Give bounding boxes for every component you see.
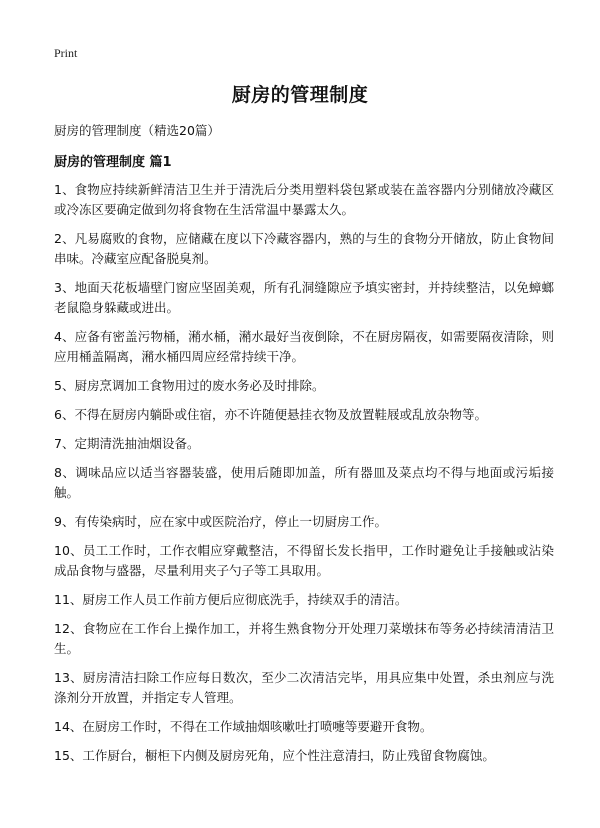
document-title: 厨房的管理制度 [231,84,369,106]
rule-item: 2、凡易腐败的食物，应储藏在度以下冷藏容器内，熟的与生的食物分开储放，防止食物间串味。冷藏室应配备脱臭剂。 [54,231,554,266]
rules-list [54,180,554,775]
rule-item: 6、不得在厨房内躺卧或住宿，亦不许随便悬挂衣物及放置鞋屐或乱放杂物等。 [54,407,487,422]
rule-item: 11、厨房工作人员工作前方便后应彻底洗手，持续双手的清洁。 [54,592,408,607]
rule-item: 10、员工工作时，工作衣帽应穿戴整洁，不得留长发长指甲，工作时避免让手接触或沾染成品食物与盛器，尽量利用夹子勺子等工具取用。 [54,543,554,578]
print-label[interactable]: Print [54,46,78,60]
rule-item: 14、在厨房工作时，不得在工作域抽烟咳嗽吐打喷嚏等要避开食物。 [54,719,433,734]
rule-item: 12、食物应在工作台上操作加工，并将生熟食物分开处理刀菜墩抹布等务必持续清清洁卫生。 [54,621,554,656]
rule-item: 4、应备有密盖污物桶，潲水桶，潲水最好当夜倒除，不在厨房隔夜，如需要隔夜清除，则应用桶盖隔离，潲水桶四周应经常持续干净。 [54,329,554,364]
rule-item: 9、有传染病时，应在家中或医院治疗，停止一切厨房工作。 [54,514,387,529]
rule-item: 15、工作厨台，橱柜下内侧及厨房死角，应个性注意清扫，防止残留食物腐蚀。 [54,748,495,763]
rule-item: 8、调味品应以适当容器装盛，使用后随即加盖，所有器皿及菜点均不得与地面或污垢接触。 [54,465,554,500]
rule-item: 1、食物应持续新鲜清洁卫生并于清洗后分类用塑料袋包紧或装在盖容器内分别储放冷藏区或冷冻区要确定做到勿将食物在生活常温中暴露太久。 [54,182,554,217]
rule-item: 13、厨房清洁扫除工作应每日数次，至少二次清洁完毕，用具应集中处置，杀虫剂应与洗涤剂分开放置，并指定专人管理。 [54,670,554,705]
rule-item: 7、定期清洗抽油烟设备。 [54,436,200,451]
rule-item: 3、地面天花板墙壁门窗应坚固美观，所有孔洞缝隙应予填实密封，并持续整洁，以免蟑螂老鼠隐身躲藏或进出。 [54,280,554,315]
rule-item: 5、厨房烹调加工食物用过的废水务必及时排除。 [54,378,325,393]
document-subtitle: 厨房的管理制度（精选20篇） [54,123,220,138]
section-heading: 厨房的管理制度 篇1 [54,155,172,170]
